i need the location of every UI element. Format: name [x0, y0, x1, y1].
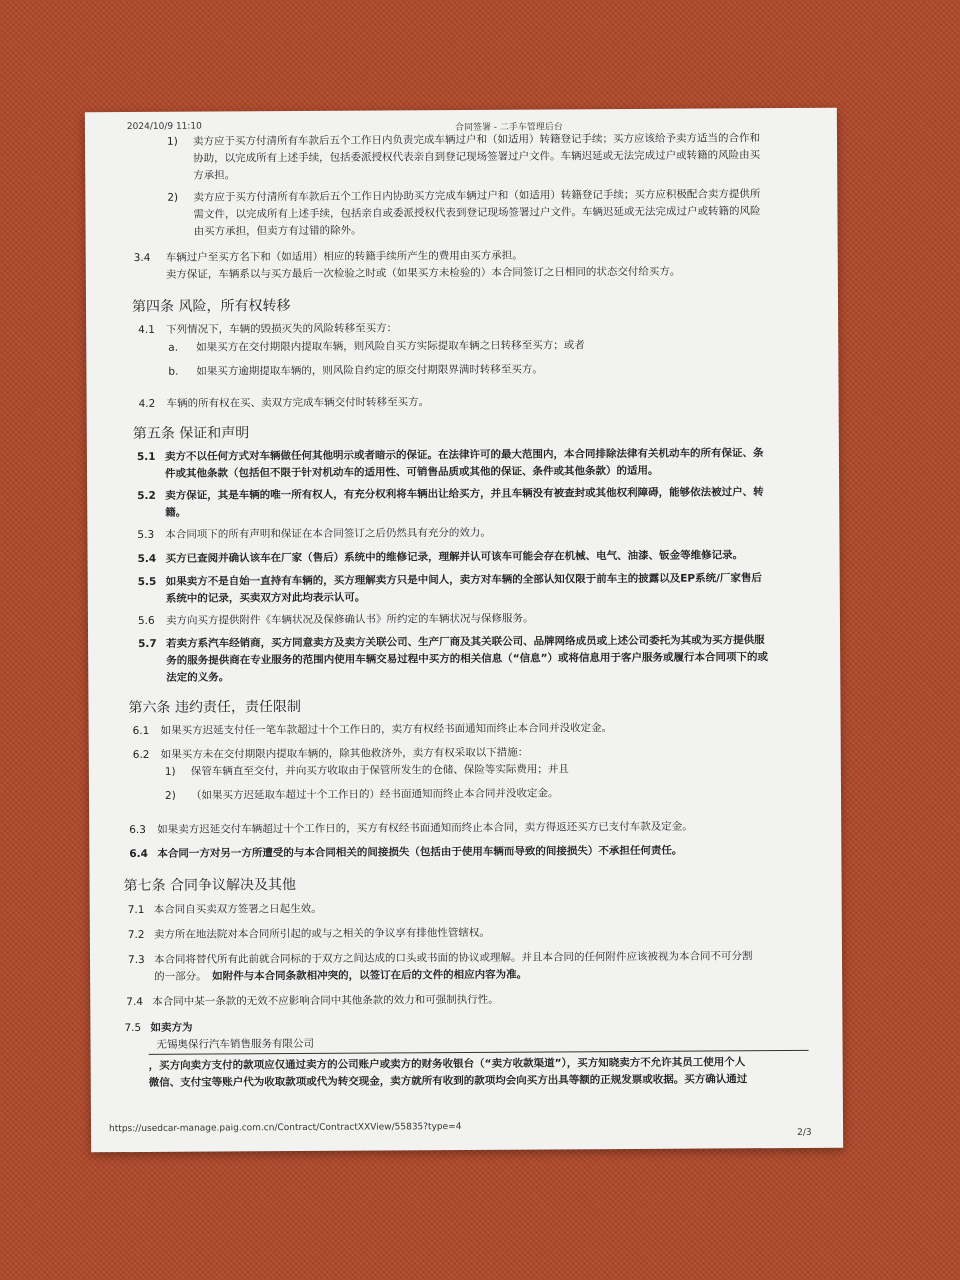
clause-text: 的一部分。 [154, 970, 207, 983]
clause-number: 6.3 [129, 823, 146, 837]
clause-number: 4.1 [138, 323, 155, 336]
clause-text: 卖方向买方提供附件《车辆状况及保修确认书》所约定的车辆状况与保修服务。 [165, 612, 534, 627]
clause-text: 卖方不以任何方式对车辆做任何其他明示或者暗示的保证。在法律许可的最大范围内，本合同排除法律有关机动车的所有保证、条 [164, 447, 764, 463]
clause-text: 如果买方在交付期限内提取车辆，则风险自买方实际提取车辆之日转移至买方；或者 [196, 339, 585, 354]
clause-text: 本合同自买卖双方签署之日起生效。 [153, 902, 322, 916]
clause-text: 若卖方系汽车经销商，买方同意卖方及卖方关联公司、生产厂商及其关联公司、品牌网络成员或上述公司委托为其或为买方提供服 [166, 634, 765, 650]
clause-text: （如果买方迟延取车超过十个工作日的）经书面通知而终止本合同并没收定金。 [190, 787, 559, 802]
clause-text: 方承担。 [193, 169, 236, 182]
clause-text: 本合同中某一条款的无效不应影响合同中其他条款的效力和可强制执行性。 [152, 993, 499, 1008]
clause-number: 6.4 [129, 847, 149, 861]
clause-text: 卖方应于买方付清所有车款后五个工作日内负责完成车辆过户和（如适用）转籍登记手续；买方应该给予卖方适当的合作和 [192, 132, 761, 148]
print-title: 合同签署 - 二手车管理后台 [454, 122, 563, 134]
clause-number: 7.1 [127, 903, 145, 917]
print-url: https://usedcar-manage.paig.com.cn/Contract/ContractXXView/55835?type=4 [109, 1122, 462, 1135]
clause-text: 如果买方未在交付期限内提取车辆的，除其他救济外，卖方有权采取以下措施： [160, 746, 529, 761]
clause-text: 如果买方迟延支付任一笔车款超过十个工作日的，卖方有权经书面通知而终止本合同并没收定金。 [160, 722, 613, 737]
clause-number: 5.4 [137, 552, 157, 565]
clause-text: 协助，以完成所有上述手续，包括委派授权代表亲自到登记现场签署过户文件。车辆迟延或无法完成过户或转籍的风险由买 [193, 149, 761, 165]
section-heading: 第六条 违约责任，责任限制 [128, 698, 301, 717]
section-heading: 第七条 合同争议解决及其他 [123, 877, 297, 895]
clause-number: 5.3 [137, 528, 155, 541]
clause-text: ，买方向卖方支付的款项应仅通过卖方的公司账户或卖方的财务收银台（“卖方收款渠道”），买方知晓卖方不允许其员工使用个人 [148, 1056, 746, 1072]
clause-text: 本合同一方对另一方所遭受的与本合同相关的间接损失（包括由于使用车辆而导致的间接损失）不承担任何责任。 [157, 844, 683, 860]
clause-number: 5.1 [136, 450, 156, 463]
clause-text: 卖方保证，其是车辆的唯一所有权人，有充分权利将车辆出让给买方，并且车辆没有被查封或其他权利障碍，能够依法被过户、转 [165, 486, 764, 502]
clause-text: 微信、支付宝等账户代为收取款项或代为转交现金，卖方就所有收到的款项均会向买方出具等额的正规发票或收据。买方确认通过 [148, 1073, 748, 1089]
section-heading: 第四条 风险，所有权转移 [131, 298, 291, 316]
clause-text: 车辆过户至买方名下和（如适用）相应的转籍手续所产生的费用由买方承担。 [165, 249, 523, 264]
seller-company-name: 无锡奥保行汽车销售服务有限公司 [156, 1037, 315, 1051]
clause-number: 3.4 [133, 251, 151, 265]
clause-number: b. [168, 365, 179, 378]
clause-number: 5.7 [138, 637, 157, 650]
clause-text: 务的服务提供商在专业服务的范围内使用车辆交易过程中买方的相关信息（“信息”）或将信息用于客户服务或履行本合同项下的或 [166, 651, 769, 667]
clause-text: 系统中的记录，买卖双方对此均表示认可。 [165, 591, 366, 605]
clause-text: 如果卖方迟延交付车辆超过十个工作日的，买方有权经书面通知而终止本合同，卖方得返还买方已支付车款及定金。 [157, 820, 693, 836]
clause-number: 2) [167, 191, 179, 204]
clause-number: 5.2 [137, 489, 156, 502]
clause-text: 买方已查阅并确认该车在厂家（售后）系统中的维修记录，理解并认可该车可能会存在机械、电气、油漆、钣金等维修记录。 [165, 549, 744, 565]
clause-text: 下列情况下，车辆的毁损灭失的风险转移至买方： [166, 322, 398, 336]
clause-number: 6.1 [132, 724, 150, 738]
section-heading: 第五条 保证和声明 [132, 425, 250, 443]
clause-text: 如果买方逾期提取车辆的，则风险自约定的原交付期限界满时转移至买方。 [196, 363, 543, 378]
clause-text: 如卖方为 [150, 1021, 193, 1034]
clause-text: 卖方所在地法院对本合同所引起的或与之相关的争议享有排他性管辖权。 [153, 926, 490, 941]
clause-text: 由买方承担，但卖方有过错的除外。 [193, 224, 362, 238]
clause-number: 4.2 [138, 397, 156, 410]
clause-text: 件或其他条款（包括但不限于针对机动车的适用性、可销售品质或其他的保证、条件或其他条款）的适用。 [165, 464, 659, 480]
page-number: 2/3 [797, 1127, 812, 1138]
clause-text: 法定的义务。 [166, 671, 230, 684]
clause-number: 7.5 [124, 1021, 142, 1035]
clause-number: 6.2 [132, 748, 150, 762]
clause-number: 1) [166, 135, 178, 148]
clause-number: 5.6 [137, 614, 155, 627]
clause-number: 5.5 [137, 575, 157, 588]
clause-number: 2) [164, 789, 176, 802]
clause-text: 本合同将替代所有此前就合同标的于双方之间达成的口头或书面的协议或理解。并且本合同的任何附件应该被视为本合同不可分割 [153, 950, 753, 966]
clause-text: 保管车辆直至交付，并向买方收取由于保管所发生的仓储、保险等实际费用；并且 [190, 763, 569, 778]
clause-number: 7.2 [127, 928, 145, 942]
clause-text: 如果卖方不是自始一直持有车辆的，买方理解卖方只是中间人，卖方对车辆的全部认知仅限于前车主的披露以及EP系统/厂家售后 [165, 572, 762, 588]
clause-number: 1) [164, 765, 176, 778]
clause-text: 本合同项下的所有声明和保证在本合同签订之后仍然具有充分的效力。 [165, 526, 491, 541]
clause-text: 需文件，以完成所有上述手续，包括亲自或委派授权代表到登记现场签署过户文件。车辆迟延或无法完成过户或转籍的风险 [193, 205, 761, 221]
clause-text: 卖方保证，车辆系以与买方最后一次检验之时或（如果买方未检验的）本合同签订之日相同的状态交付给买方。 [165, 265, 681, 281]
clause-number: a. [168, 341, 179, 354]
contract-page [85, 108, 843, 1153]
clause-text: 车辆的所有权在买、卖双方完成车辆交付时转移至买方。 [166, 396, 430, 410]
print-datetime: 2024/10/9 11:10 [126, 121, 202, 133]
clause-number: 7.3 [127, 953, 145, 967]
clause-text: 卖方应于买方付清所有车款后五个工作日内协助买方完成车辆过户和（如适用）转籍登记手续；买方应积极配合卖方提供所 [193, 188, 761, 204]
clause-text: 如附件与本合同条款相冲突的，以签订在后的文件的相应内容为准。 [212, 968, 528, 983]
clause-text: 籍。 [165, 506, 187, 519]
clause-number: 7.4 [126, 995, 144, 1009]
